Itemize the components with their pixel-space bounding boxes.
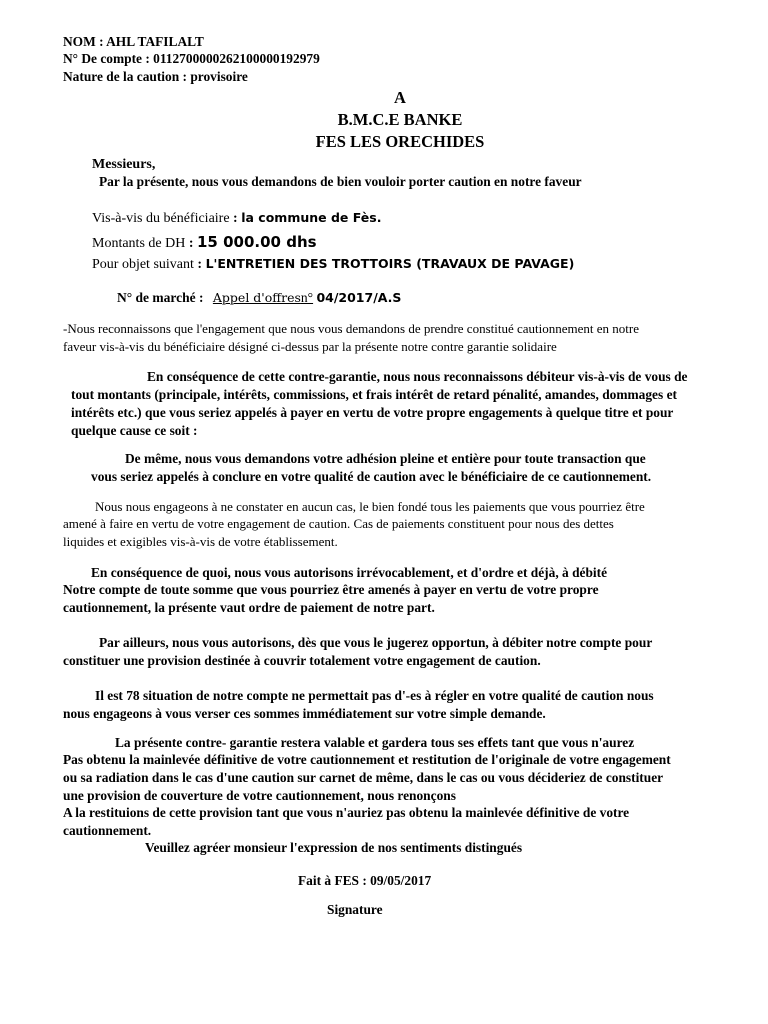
marche-value-b: n° bbox=[300, 290, 314, 305]
amount-label: Montants de DH bbox=[92, 236, 186, 251]
marche-row bbox=[117, 290, 401, 306]
amount-value: 15 000.00 dhs bbox=[197, 233, 317, 251]
marche-value-c: 04/2017/A.S bbox=[316, 290, 402, 305]
object-row bbox=[92, 256, 574, 273]
amount-sep: : bbox=[188, 236, 194, 251]
amount-row bbox=[92, 234, 317, 252]
recipient-bank: B.M.C.E BANKE bbox=[337, 110, 463, 129]
marche-value-a: Appel d'offres bbox=[212, 290, 301, 305]
beneficiary-value: la commune de Fès. bbox=[241, 210, 382, 225]
p3-line: De même, nous vous demandons votre adhésion pleine et entière pour toute transaction que bbox=[125, 451, 646, 466]
p4-line: liquides et exigibles vis-à-vis de votre établissement. bbox=[63, 534, 338, 549]
object-value: L'ENTRETIEN DES TROTTOIRS (TRAVAUX DE PAVAGE) bbox=[205, 256, 575, 271]
greeting: Messieurs, bbox=[92, 157, 156, 172]
p8-line: Pas obtenu la mainlevée définitive de votre cautionnement et restitution de l'originale de votre engagement bbox=[63, 752, 671, 767]
account-number: N° De compte : 0112700000262100000192979 bbox=[63, 51, 320, 66]
recipient-branch: FES LES ORECHIDES bbox=[315, 132, 485, 151]
p2-line: intérêts etc.) que vous seriez appelés à payer en vertu de votre propre engagements à quelque titre et pour bbox=[71, 405, 674, 420]
p2-line: quelque cause ce soit : bbox=[71, 423, 198, 438]
p2-line: tout montants (principale, intérêts, commissions, et frais intérêt de retard pénalité, amandes, dommages et bbox=[71, 387, 677, 402]
beneficiary-sep: : bbox=[233, 211, 238, 226]
p6-line: constituer une provision destinée à couvrir totalement votre engagement de caution. bbox=[63, 653, 541, 668]
beneficiary-row bbox=[92, 210, 381, 227]
closing-line: Veuillez agréer monsieur l'expression de nos sentiments distingués bbox=[145, 840, 523, 855]
p8-line: cautionnement. bbox=[63, 823, 152, 838]
holder-name: NOM : AHL TAFILALT bbox=[63, 34, 204, 49]
place-date: Fait à FES : 09/05/2017 bbox=[298, 873, 432, 888]
p8-line: ou sa radiation dans le cas d'une caution sur carnet de même, dans le cas ou vous décideriez de constituer bbox=[63, 770, 664, 785]
beneficiary-label: Vis-à-vis du bénéficiaire bbox=[92, 211, 230, 226]
recipient-a: A bbox=[394, 88, 406, 107]
marche-label: N° de marché : bbox=[117, 290, 204, 305]
caution-nature: Nature de la caution : provisoire bbox=[63, 69, 248, 84]
p5-line: En conséquence de quoi, nous vous autorisons irrévocablement, et d'ordre et déjà, à débité bbox=[91, 565, 608, 580]
p5-line: cautionnement, la présente vaut ordre de paiement de notre part. bbox=[63, 600, 435, 615]
p5-line: Notre compte de toute somme que vous pourriez être amenés à payer en vertu de votre propre bbox=[63, 582, 599, 597]
p7-line: nous engageons à vous verser ces sommes immédiatement sur votre simple demande. bbox=[63, 706, 546, 721]
p4-line: Nous nous engageons à ne constater en aucun cas, le bien fondé tous les paiements que vous pourriez être bbox=[95, 499, 645, 514]
p6-line: Par ailleurs, nous vous autorisons, dès que vous le jugerez opportun, à débiter notre compte pour bbox=[99, 635, 653, 650]
intro-line: Par la présente, nous vous demandons de bien vouloir porter caution en notre faveur bbox=[99, 174, 582, 189]
p1-line: faveur vis-à-vis du bénéficiaire désigné ci-dessus par la présente notre contre garantie solidaire bbox=[63, 339, 557, 354]
object-sep: : bbox=[197, 257, 203, 272]
p4-line: amené à faire en vertu de votre engagement de caution. Cas de paiements constituent pour nous des dettes bbox=[63, 516, 614, 531]
p7-line: Il est 78 situation de notre compte ne permettait pas d'-es à régler en votre qualité de caution nous bbox=[95, 688, 654, 703]
p1-line: -Nous reconnaissons que l'engagement que nous vous demandons de prendre constitué cautionnement en notre bbox=[63, 321, 639, 336]
p3-line: vous seriez appelés à conclure en votre qualité de caution avec le bénéficiaire de ce cautionnement. bbox=[91, 469, 652, 484]
p8-line: une provision de couverture de votre cautionnement, nous renonçons bbox=[63, 788, 456, 803]
p2-line: En conséquence de cette contre-garantie, nous nous reconnaissons débiteur vis-à-vis de vous de bbox=[147, 369, 688, 384]
object-label: Pour objet suivant bbox=[92, 257, 194, 272]
p8-line: La présente contre- garantie restera valable et gardera tous ses effets tant que vous n'aurez bbox=[115, 735, 635, 750]
signature-label: Signature bbox=[327, 902, 383, 917]
p8-line: A la restituions de cette provision tant que vous n'auriez pas obtenu la mainlevée définitive de votre bbox=[63, 805, 630, 820]
